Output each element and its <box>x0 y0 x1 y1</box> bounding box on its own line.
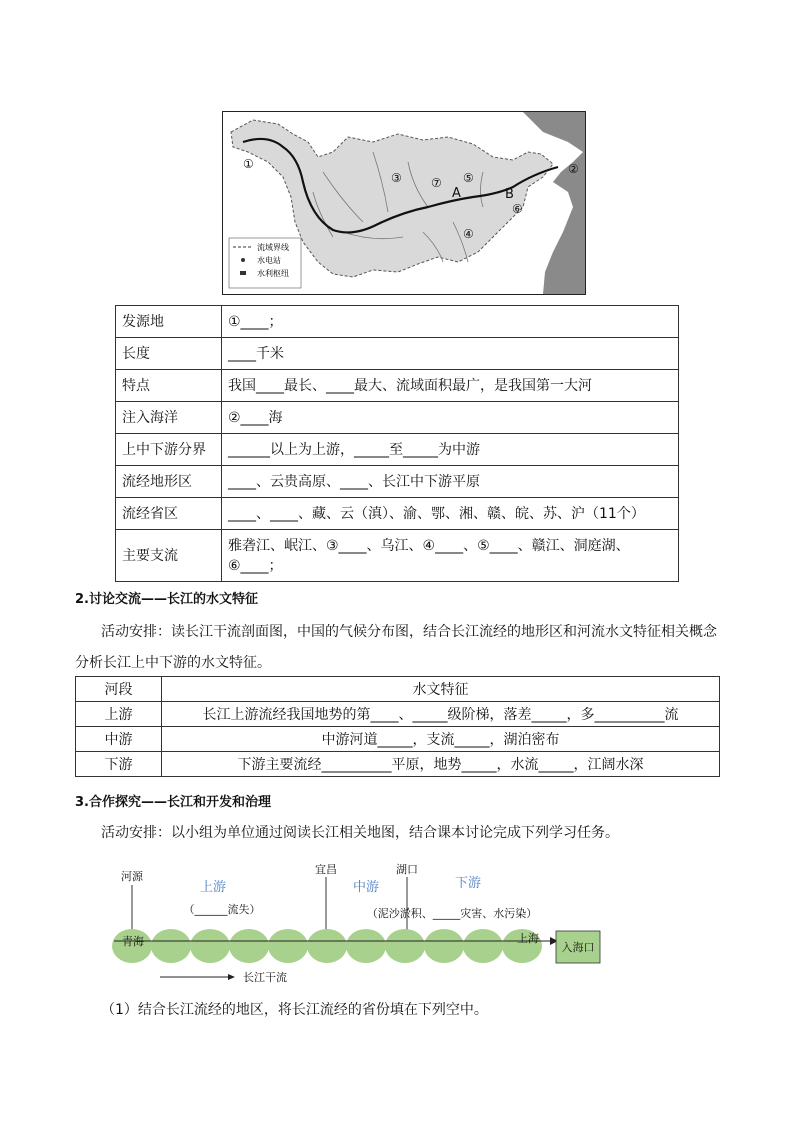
segment <box>268 929 308 963</box>
flow-arrow-label: 长江干流 <box>243 971 287 984</box>
table-row <box>116 530 679 582</box>
table-row <box>116 370 679 402</box>
sea-entrance-label: 入海口 <box>561 941 595 954</box>
marker-1: ① <box>243 157 254 171</box>
segment <box>307 929 347 963</box>
map-svg <box>223 112 585 294</box>
marker-7: ⑦ <box>431 176 442 190</box>
table-row <box>76 727 720 752</box>
row-value: ______以上为上游，_____至_____为中游 <box>222 434 679 466</box>
yangtze-basin-map <box>222 111 586 295</box>
marker-3: ③ <box>391 171 402 185</box>
table-row <box>116 466 679 498</box>
segment <box>151 929 191 963</box>
source-label: 河源 <box>121 870 143 883</box>
table-row <box>116 434 679 466</box>
marker-4: ④ <box>463 227 474 241</box>
header-segment: 河段 <box>76 677 162 702</box>
yichang-label: 宜昌 <box>315 863 337 876</box>
table-row <box>116 338 679 370</box>
letter-a: A <box>452 186 461 201</box>
letter-b: B <box>505 187 514 202</box>
segment <box>463 929 503 963</box>
row-label: 上游 <box>76 702 162 727</box>
table-row <box>76 702 720 727</box>
question-1: （1）结合长江流经的地区，将长江流经的省份填在下列空中。 <box>101 1002 488 1018</box>
row-value: ①____； <box>222 306 679 338</box>
row-value: 雅砻江、岷江、③____、乌江、④____、⑤____、赣江、洞庭湖、⑥____； <box>222 530 679 582</box>
sea-area <box>523 112 585 294</box>
row-value: ____、云贵高原、____、长江中下游平原 <box>222 466 679 498</box>
row-label: 中游 <box>76 727 162 752</box>
row-label: 上中下游分界 <box>116 434 222 466</box>
row-value: ②____海 <box>222 402 679 434</box>
legend-hydropower-label: 水电站 <box>257 256 281 265</box>
table-row <box>76 752 720 777</box>
marker-6: ⑥ <box>512 202 523 216</box>
row-value: 中游河道_____，支流_____，湖泊密布 <box>162 727 720 752</box>
table-row <box>116 306 679 338</box>
marker-2: ② <box>568 162 579 176</box>
middle-stage-label: 中游 <box>352 880 380 895</box>
row-label: 主要支流 <box>116 530 222 582</box>
row-label: 流经省区 <box>116 498 222 530</box>
diagram-svg <box>110 855 610 990</box>
row-value: 我国____最长、____最大、流域面积最广，是我国第一大河 <box>222 370 679 402</box>
hydrology-table <box>75 676 720 777</box>
segment <box>346 929 386 963</box>
row-label: 特点 <box>116 370 222 402</box>
row-label: 发源地 <box>116 306 222 338</box>
section-2-paragraph: 活动安排：读长江干流剖面图，中国的气候分布图，结合长江流经的地形区和河流水文特征相关概念分析长江上中下游的水文特征。 <box>75 624 717 671</box>
river-segments <box>112 929 542 963</box>
segment <box>190 929 230 963</box>
row-value: ____千米 <box>222 338 679 370</box>
row-label: 流经地形区 <box>116 466 222 498</box>
segment <box>385 929 425 963</box>
table-row <box>116 402 679 434</box>
section-3-title: 3.合作探究——长江和开发和治理 <box>75 795 271 810</box>
section-3-paragraph: 活动安排：以小组为单位通过阅读长江相关地图，结合课本讨论完成下列学习任务。 <box>101 825 619 841</box>
section-2-title: 2.讨论交流——长江的水文特征 <box>75 592 258 607</box>
legend-hub-label: 水利枢纽 <box>257 269 289 278</box>
lower-note: （泥沙淤积、_____灾害、水污染） <box>366 907 538 920</box>
shanghai-label: 上海 <box>517 932 539 945</box>
row-label: 注入海洋 <box>116 402 222 434</box>
qinghai-label: 青海 <box>122 935 144 948</box>
hydropower-icon <box>241 258 245 262</box>
row-value: 长江上游流经我国地势的第____、_____级阶梯，落差_____，多__________流 <box>162 702 720 727</box>
header-features: 水文特征 <box>162 677 720 702</box>
legend-boundary-label: 流域界线 <box>257 243 289 252</box>
row-label: 下游 <box>76 752 162 777</box>
segment <box>424 929 464 963</box>
table-row <box>116 498 679 530</box>
upper-note: （______流失） <box>183 903 261 916</box>
lower-stage-label: 下游 <box>454 876 482 891</box>
river-stage-diagram <box>110 855 610 990</box>
row-value: ____、____、藏、云（滇）、渝、鄂、湘、赣、皖、苏、沪（11个） <box>222 498 679 530</box>
hukou-label: 湖口 <box>396 863 418 876</box>
row-label: 长度 <box>116 338 222 370</box>
row-value: 下游主要流经__________平原，地势_____，水流_____，江阔水深 <box>162 752 720 777</box>
marker-5: ⑤ <box>463 171 474 185</box>
upper-stage-label: 上游 <box>199 880 227 895</box>
segment <box>229 929 269 963</box>
table-header-row <box>76 677 720 702</box>
flow-arrowhead <box>228 974 235 980</box>
yangtze-overview-table <box>115 305 679 582</box>
hub-icon <box>240 271 246 275</box>
